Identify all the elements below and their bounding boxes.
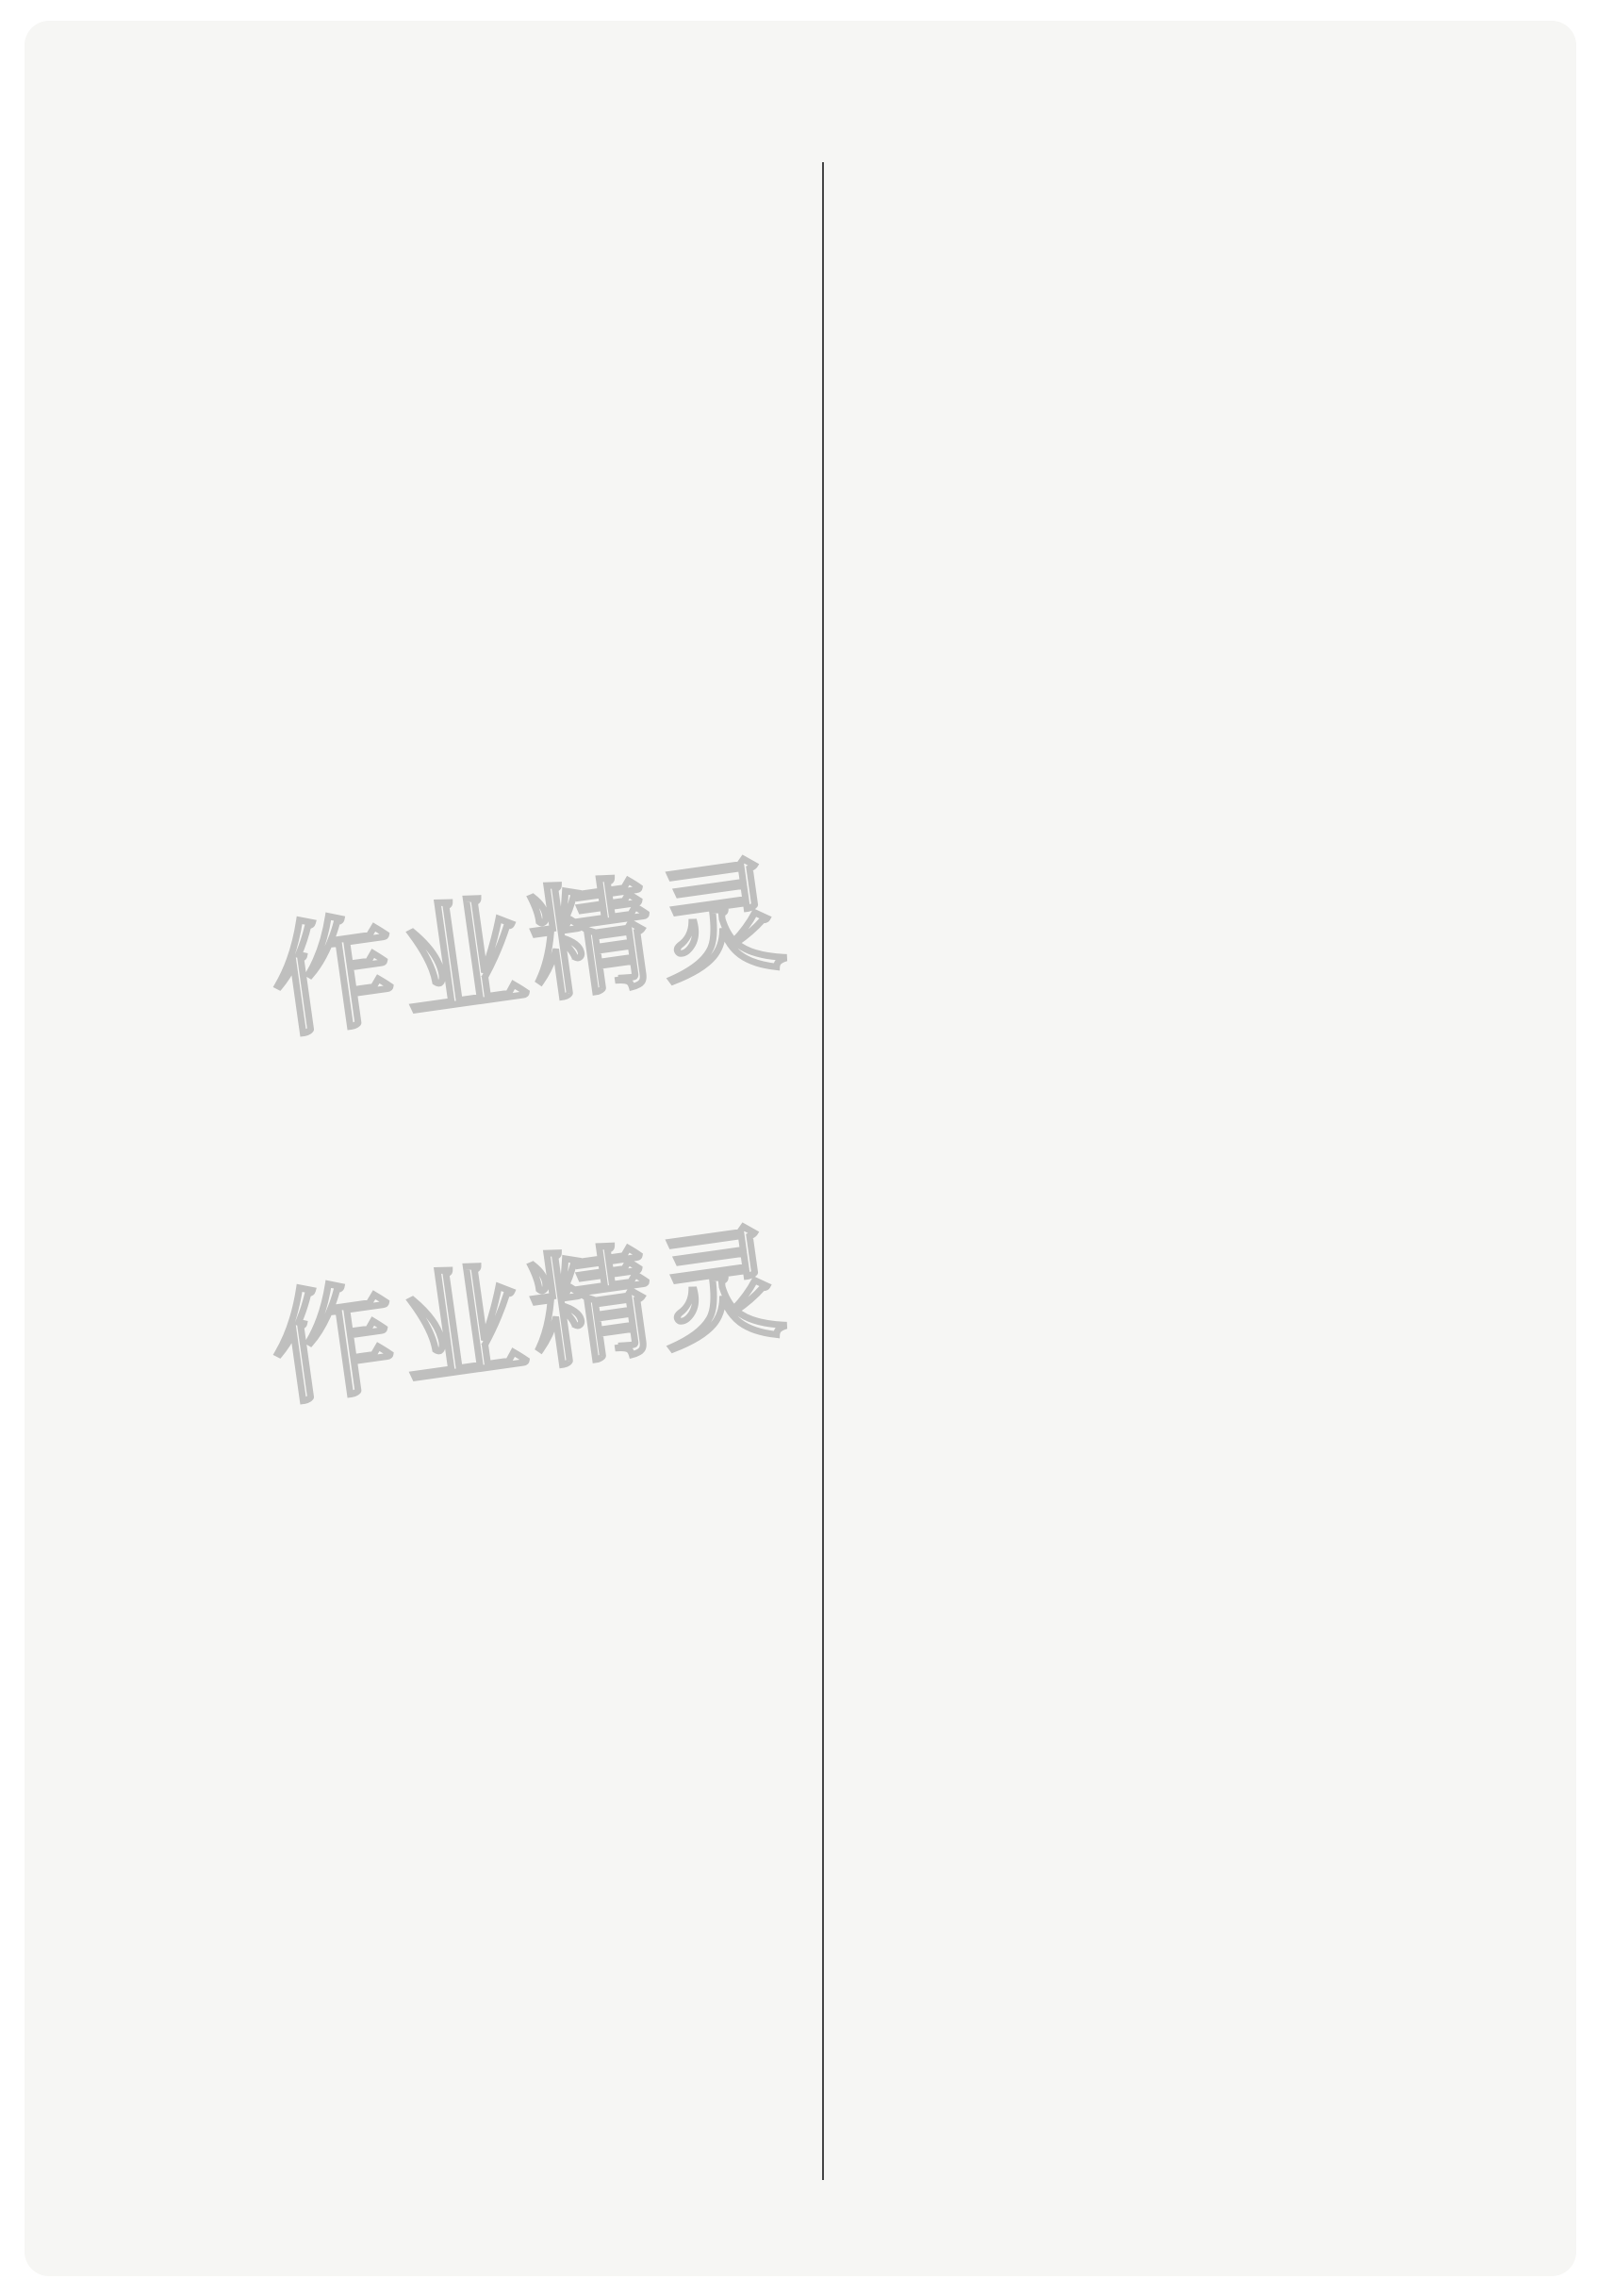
watermark-top: 作业精灵 <box>263 841 799 1056</box>
column-divider <box>822 162 824 2180</box>
watermark-bottom: 作业精灵 <box>263 1209 799 1424</box>
page <box>25 21 1576 2276</box>
page-footer <box>1441 2189 1478 2237</box>
